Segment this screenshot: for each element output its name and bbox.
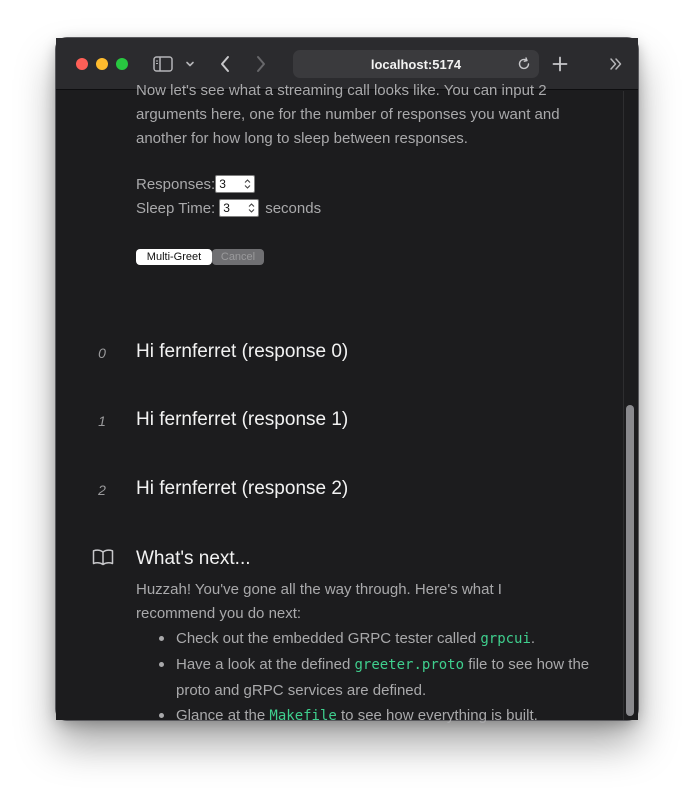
list-item-text: file to see how the proto and gRPC services are defined. xyxy=(176,656,590,699)
response-text: Hi fernferret (response 2) xyxy=(136,478,349,499)
sleep-time-label: Sleep Time: xyxy=(136,199,216,217)
list-item xyxy=(136,703,596,729)
makefile-code: Makefile xyxy=(269,708,337,724)
back-arrow-icon[interactable] xyxy=(216,52,234,76)
intro-line: recommend you do next: xyxy=(136,605,302,622)
greeter-proto-code: greeter.proto xyxy=(354,657,465,673)
sleep-time-value: 3 xyxy=(223,201,230,215)
next-steps-list xyxy=(136,626,596,729)
response-text: Hi fernferret (response 0) xyxy=(136,341,349,362)
list-item-text: to see how everything is built. xyxy=(336,707,538,724)
double-chevron-right-icon[interactable] xyxy=(608,52,624,76)
page-content xyxy=(56,82,638,724)
list-item-text: . xyxy=(530,630,536,647)
scrollbar-thumb[interactable] xyxy=(626,405,634,716)
responses-input[interactable] xyxy=(215,175,255,193)
forward-arrow-icon[interactable] xyxy=(252,52,270,76)
stepper-arrows-icon[interactable] xyxy=(243,178,251,190)
sleep-time-row xyxy=(136,198,321,218)
browser-window xyxy=(56,38,638,724)
address-url: localhost:5174 xyxy=(370,56,462,72)
list-item-text: Have a look at the defined xyxy=(176,656,355,673)
response-index: 1 xyxy=(98,413,106,429)
cancel-button[interactable]: Cancel xyxy=(212,249,264,265)
streaming-intro-paragraph xyxy=(136,79,586,151)
minimize-window-button[interactable] xyxy=(96,58,108,70)
stepper-arrows-icon[interactable] xyxy=(247,202,255,214)
multi-greet-button[interactable]: Multi-Greet xyxy=(136,249,212,265)
list-item-text: Glance at the xyxy=(176,707,270,724)
action-buttons xyxy=(136,249,264,265)
grpcui-code: grpcui xyxy=(480,631,531,647)
list-item xyxy=(136,626,596,652)
book-open-icon xyxy=(92,548,114,566)
intro-line: Now let's see what a streaming call looks like. You can input 2 xyxy=(136,82,547,99)
response-index: 0 xyxy=(98,345,106,361)
intro-line: Huzzah! You've gone all the way through. Here's what I xyxy=(136,581,502,598)
intro-line: another for how long to sleep between responses. xyxy=(136,130,468,147)
whats-next-heading: What's next... xyxy=(136,548,251,569)
intro-line: arguments here, one for the number of responses you want and xyxy=(136,106,560,123)
chevron-down-icon[interactable] xyxy=(184,52,196,76)
sleep-time-unit: seconds xyxy=(265,199,322,217)
responses-label: Responses: xyxy=(136,175,216,193)
sidebar-toggle-icon[interactable] xyxy=(152,52,174,76)
new-tab-plus-icon[interactable] xyxy=(550,52,570,76)
list-item-text: Check out the embedded GRPC tester called xyxy=(176,630,481,647)
response-text: Hi fernferret (response 1) xyxy=(136,409,349,430)
sleep-time-input[interactable] xyxy=(219,199,259,217)
close-window-button[interactable] xyxy=(76,58,88,70)
zoom-window-button[interactable] xyxy=(116,58,128,70)
reload-icon[interactable] xyxy=(517,57,531,71)
responses-value: 3 xyxy=(219,177,226,191)
address-bar[interactable] xyxy=(293,50,539,78)
response-index: 2 xyxy=(98,482,106,498)
responses-row xyxy=(136,174,255,194)
list-item xyxy=(136,652,596,703)
whats-next-intro xyxy=(136,578,586,626)
